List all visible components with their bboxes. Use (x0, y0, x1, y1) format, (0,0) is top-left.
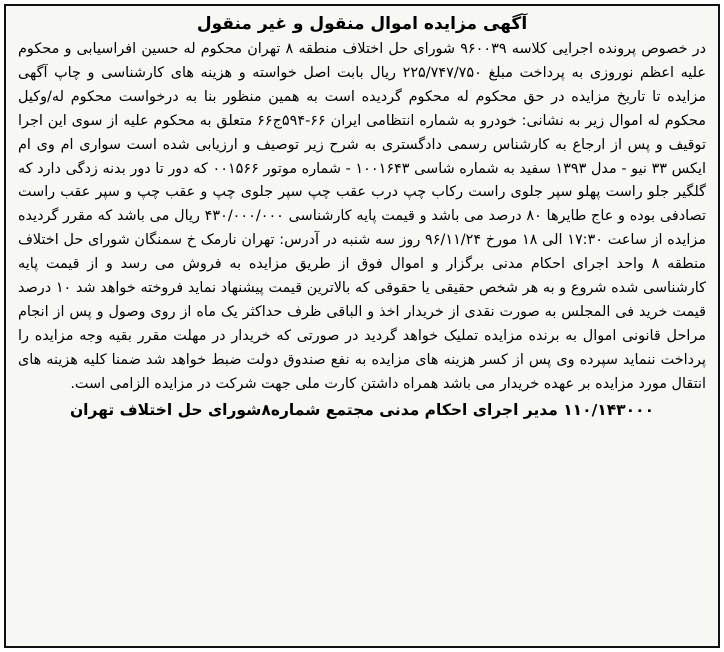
notice-title: آگهی مزایده اموال منقول و غیر منقول (196, 14, 528, 34)
auction-notice (4, 4, 720, 648)
notice-footer: ۱۱۰/۱۴۳۰۰۰ مدیر اجرای احکام مدنی مجتمع شماره۸شورای حل اختلاف تهران (69, 400, 655, 419)
notice-body: در خصوص پرونده اجرایی کلاسه ۹۶۰۰۳۹ شورای حل اختلاف منطقه ۸ تهران محکوم له حسین افراسیابی و محکوم علیه اعظم نوروزی به پرداخت مبلغ ۲۲۵/۷۴۷/۷۵۰ ریال بابت اصل خواسته و هزینه های کارشناسی و چاپ آگهی مزایده تا تاریخ مزایده در حق محکوم له محکوم گردیده است به همین منظور بنا به درخواست محکوم له/وکیل محکوم له اموال زیر به نشانی: خودرو به شماره انتظامی ایران ۶۶-۵۹۴ج۶۶ متعلق به محکوم علیه از سوی این اجرا توقیف و پس از ارجاع به کارشناس رسمی دادگستری به شرح زیر توصیف و ارزیابی شده است سواری ام وی ام ایکس ۳۳ نیو - مدل ۱۳۹۳ سفید به شماره شاسی ۱۰۰۱۶۴۳ - شماره موتور ۰۰۱۵۶۶ که دور تا دور بدنه زدگی دارد که گلگیر جلو راست پهلو سپر جلوی راست رکاب چپ درب عقب چپ سپر جلوی چپ و عقب چپ و سپر عقب راست تصادفی بوده و عاج طایرها ۸۰ درصد می باشد و قیمت پایه کارشناسی ۴۳۰/۰۰۰/۰۰۰ ریال می باشد که مقرر گردیده مزایده از ساعت ۱۷:۳۰ الی ۱۸ مورخ ۹۶/۱۱/۲۴ روز سه شنبه در آدرس: تهران نارمک خ سمنگان شورای حل اختلاف منطقه ۸ واحد اجرای احکام مدنی برگزار و اموال فوق از طریق مزایده به فروش می رسد و از قیمت پایه کارشناسی شده شروع و به هر شخص حقیقی یا حقوقی که بالاترین قیمت پیشنهاد نماید فروخته خواهد شد ۱۰ درصد قیمت خرید فی المجلس به صورت نقدی از خریدار اخذ و الباقی ظرف حداکثر یک ماه از روی وصول و پس از انجام مراحل قانونی اموال به برنده مزایده تملیک خواهد گردید در صورتی که خریدار در مهلت مقرر بقیه وجه مزایده را پرداخت ننماید سپرده وی پس از کسر هزینه های مزایده به نفع صندوق دولت ضبط خواهد شد ضمنا کلیه هزینه های انتقال مورد مزایده بر عهده خریدار می باشد همراه داشتن کارت ملی جهت شرکت در مزایده الزامی است. (18, 41, 707, 392)
